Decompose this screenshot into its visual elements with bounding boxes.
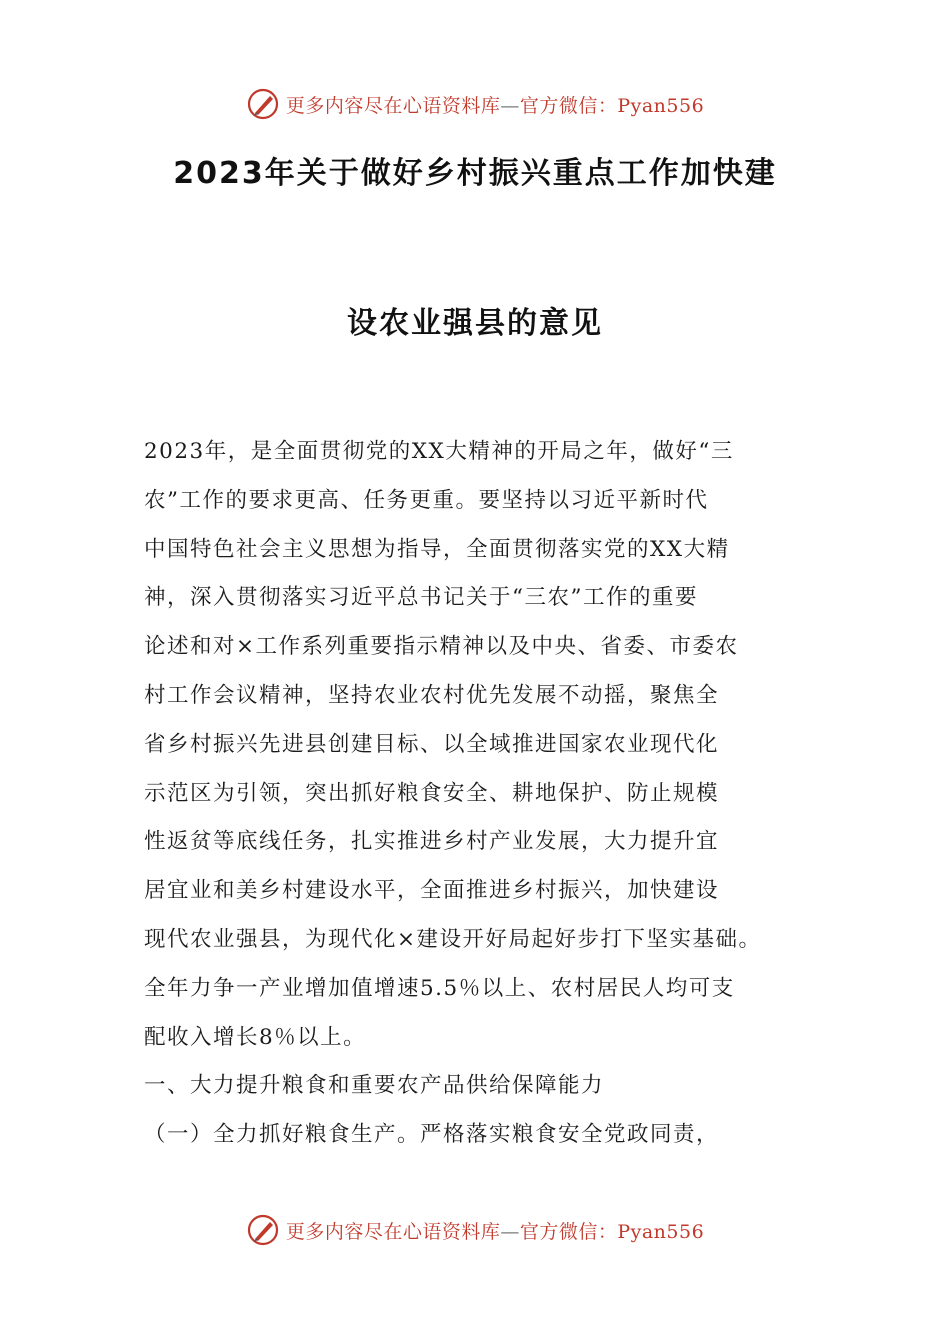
header-watermark	[0, 84, 950, 124]
pen-logo-icon	[246, 1213, 280, 1247]
document-body	[144, 428, 816, 1160]
document-title-line-1: 2023年关于做好乡村振兴重点工作加快建	[173, 156, 777, 191]
section-heading: 一、大力提升粮食和重要农产品供给保障能力	[144, 1073, 605, 1099]
body-line: 性返贫等底线任务，扎实推进乡村产业发展，大力提升宜	[144, 829, 720, 855]
body-line: 配收入增长8％以上。	[144, 1024, 367, 1050]
body-line: 中国特色社会主义思想为指导，全面贯彻落实党的XX大精	[144, 536, 730, 562]
body-line: 全年力争一产业增加值增速5.5％以上、农村居民人均可支	[144, 975, 735, 1001]
watermark-text: 更多内容尽在心语资料库—官方微信：Pyan556	[285, 1220, 705, 1243]
pen-logo-icon	[246, 87, 280, 121]
body-line: 居宜业和美乡村建设水平，全面推进乡村振兴，加快建设	[144, 878, 720, 904]
watermark-text: 更多内容尽在心语资料库—官方微信：Pyan556	[285, 94, 705, 117]
body-line: 省乡村振兴先进县创建目标、以全域推进国家农业现代化	[144, 731, 720, 757]
body-line: 神，深入贯彻落实习近平总书记关于“三农”工作的重要	[144, 585, 698, 611]
body-line: 论述和对×工作系列重要指示精神以及中央、省委、市委农	[144, 634, 739, 660]
subsection-line: （一）全力抓好粮食生产。严格落实粮食安全党政同责，	[144, 1122, 720, 1148]
body-line: 农”工作的要求更高、任务更重。要坚持以习近平新时代	[144, 487, 709, 513]
body-line: 村工作会议精神，坚持农业农村优先发展不动摇，聚焦全	[144, 682, 720, 708]
body-line: 示范区为引领，突出抓好粮食安全、耕地保护、防止规模	[144, 780, 720, 806]
body-line: 现代农业强县，为现代化×建设开好局起好步打下坚实基础。	[144, 926, 762, 952]
footer-watermark	[0, 1210, 950, 1250]
document-title-line-2: 设农业强县的意见	[347, 306, 603, 341]
body-line: 2023年，是全面贯彻党的XX大精神的开局之年，做好“三	[144, 439, 734, 464]
